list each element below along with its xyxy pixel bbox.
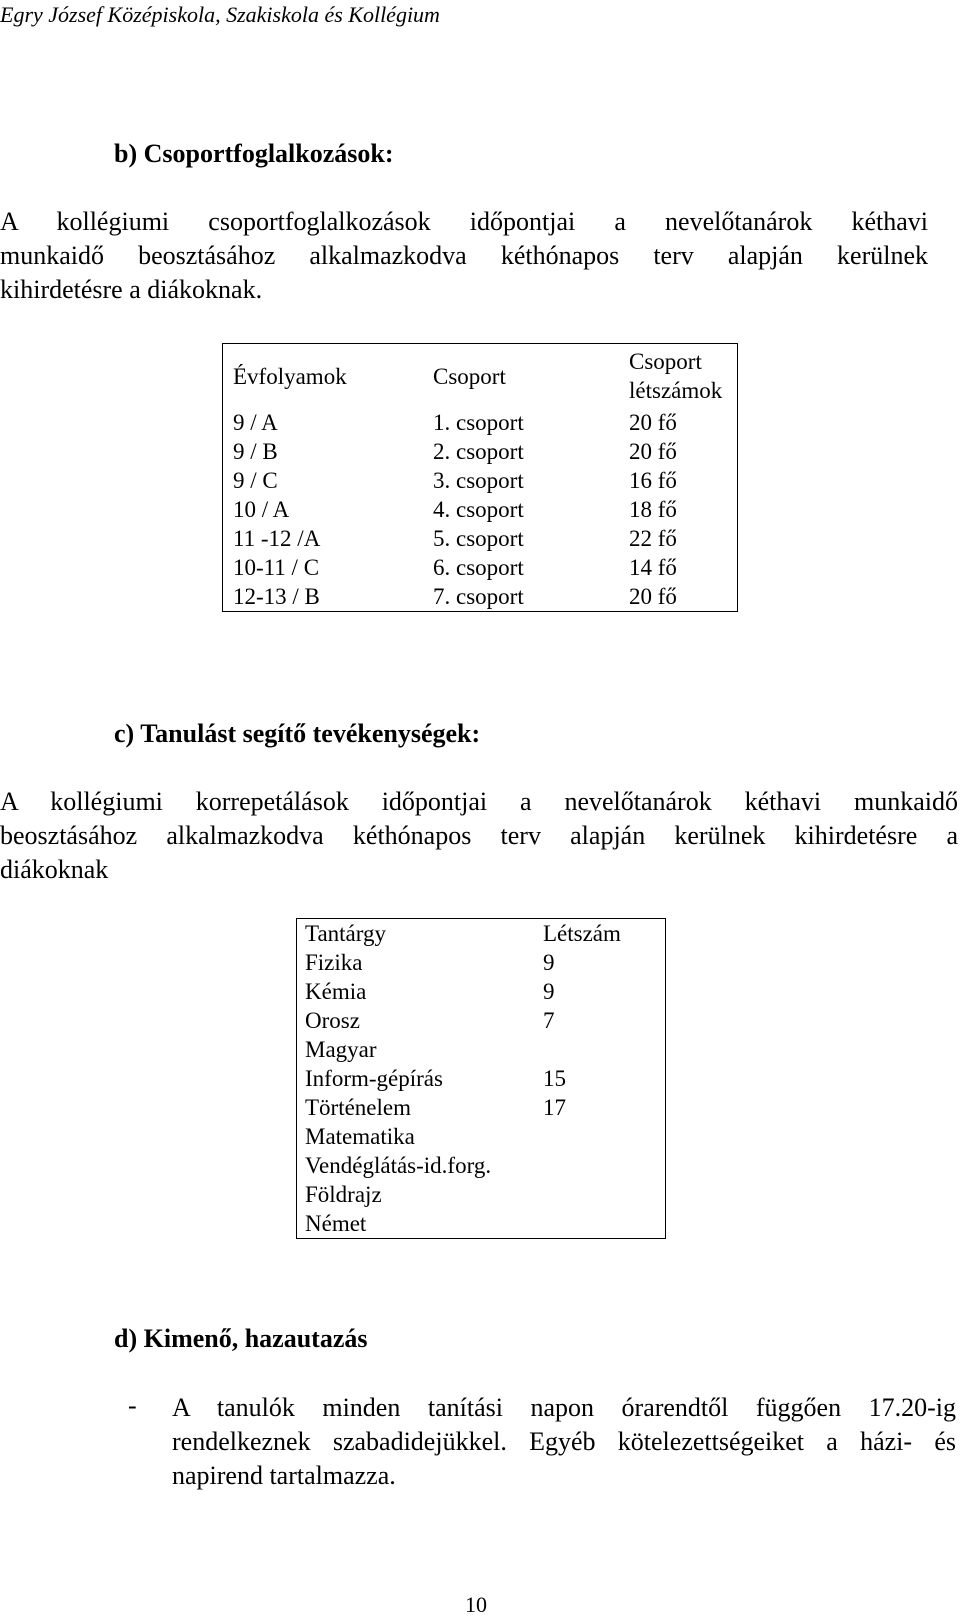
table-row	[297, 1209, 666, 1239]
groups-table	[222, 343, 738, 612]
subject-cell: Fizika	[305, 950, 363, 975]
subject-cell: Magyar	[305, 1037, 377, 1062]
subject-cell: Kémia	[305, 979, 367, 1004]
bullet-line: A tanulók minden tanítási napon órarendtől függően 17.20-ig	[172, 1393, 956, 1422]
header-cell-subject: Tantárgy	[305, 921, 386, 946]
grade-cell: 9 / B	[233, 439, 278, 464]
group-cell: 2. csoport	[433, 439, 524, 464]
table-row	[297, 1006, 666, 1035]
subject-cell: Földrajz	[305, 1182, 382, 1207]
grade-cell: 9 / A	[233, 410, 278, 435]
grade-cell: 10 / A	[233, 497, 290, 522]
table-row	[223, 408, 738, 437]
size-cell: 16 fő	[629, 468, 677, 493]
table-row	[297, 1151, 666, 1180]
subject-cell: Történelem	[305, 1095, 412, 1120]
section-b-heading: b) Csoportfoglalkozások:	[114, 139, 394, 168]
size-cell: 22 fő	[629, 526, 677, 551]
subject-cell: Orosz	[305, 1008, 360, 1033]
table-row	[297, 1180, 666, 1209]
count-cell	[537, 1180, 666, 1209]
count-cell	[537, 1209, 666, 1239]
group-cell: 4. csoport	[433, 497, 524, 522]
group-cell: 7. csoport	[433, 584, 524, 609]
subject-cell: Inform-gépírás	[305, 1066, 443, 1091]
group-cell: 6. csoport	[433, 555, 524, 580]
grade-cell: 12-13 / B	[233, 584, 320, 609]
page-number: 10	[465, 1592, 487, 1617]
count-cell	[537, 1151, 666, 1180]
grade-cell: 10-11 / C	[233, 555, 320, 580]
header-cell-grade: Évfolyamok	[233, 363, 347, 389]
size-cell: 20 fő	[629, 439, 677, 464]
table-row	[223, 466, 738, 495]
paragraph-line: A kollégiumi csoportfoglalkozások időpontjai a nevelőtanárok kéthavi	[0, 207, 928, 236]
count-cell	[537, 1122, 666, 1151]
count-cell: 17	[543, 1095, 566, 1120]
group-cell: 3. csoport	[433, 468, 524, 493]
header-cell-group: Csoport	[433, 363, 506, 389]
subjects-table	[296, 918, 666, 1239]
page-header: Egry József Középiskola, Szakiskola és Kollégium	[0, 2, 440, 27]
size-cell: 20 fő	[629, 584, 677, 609]
table-row	[297, 948, 666, 977]
bullet-line: rendelkeznek szabadidejükkel. Egyéb kötelezettségeiket a házi- és	[172, 1427, 956, 1456]
table-row	[223, 582, 738, 612]
table-header-row	[223, 344, 738, 409]
grade-cell: 11 -12 /A	[233, 526, 321, 551]
header-cell-count: Létszám	[543, 921, 621, 946]
paragraph-line: beosztásához alkalmazkodva kéthónapos terv alapján kerülnek kihirdetésre a	[0, 821, 958, 850]
bullet-marker: -	[128, 1391, 137, 1420]
subject-cell: Matematika	[305, 1124, 415, 1149]
table-row	[297, 1035, 666, 1064]
count-cell: 9	[543, 979, 555, 1004]
paragraph-line: A kollégiumi korrepetálások időpontjai a nevelőtanárok kéthavi munkaidő	[0, 787, 958, 816]
group-cell: 1. csoport	[433, 410, 524, 435]
table-row	[297, 1093, 666, 1122]
count-cell: 7	[543, 1008, 555, 1033]
bullet-line: napirend tartalmazza.	[172, 1461, 396, 1490]
count-cell: 9	[543, 950, 555, 975]
paragraph-line: munkaidő beosztásához alkalmazkodva kéthónapos terv alapján kerülnek	[0, 241, 928, 270]
group-cell: 5. csoport	[433, 526, 524, 551]
section-c-heading: c) Tanulást segítő tevékenységek:	[114, 719, 481, 748]
table-row	[223, 437, 738, 466]
bullet-text	[172, 1391, 956, 1493]
count-cell	[537, 1035, 666, 1064]
subject-cell: Vendéglátás-id.forg.	[305, 1153, 492, 1178]
table-row	[223, 553, 738, 582]
size-cell: 20 fő	[629, 410, 677, 435]
paragraph-line: diákoknak	[0, 855, 109, 884]
table-row	[297, 1064, 666, 1093]
grade-cell: 9 / C	[233, 468, 278, 493]
header-cell-size: Csoport létszámok	[629, 349, 723, 403]
section-c-paragraph	[0, 785, 958, 887]
section-b-paragraph	[0, 205, 928, 307]
table-header-row	[297, 919, 666, 949]
table-row	[297, 977, 666, 1006]
table-row	[223, 495, 738, 524]
size-cell: 14 fő	[629, 555, 677, 580]
paragraph-line: kihirdetésre a diákoknak.	[0, 275, 263, 304]
count-cell: 15	[543, 1066, 566, 1091]
section-d-heading: d) Kimenő, hazautazás	[114, 1324, 368, 1353]
size-cell: 18 fő	[629, 497, 677, 522]
table-row	[223, 524, 738, 553]
table-row	[297, 1122, 666, 1151]
subject-cell: Német	[305, 1211, 367, 1236]
